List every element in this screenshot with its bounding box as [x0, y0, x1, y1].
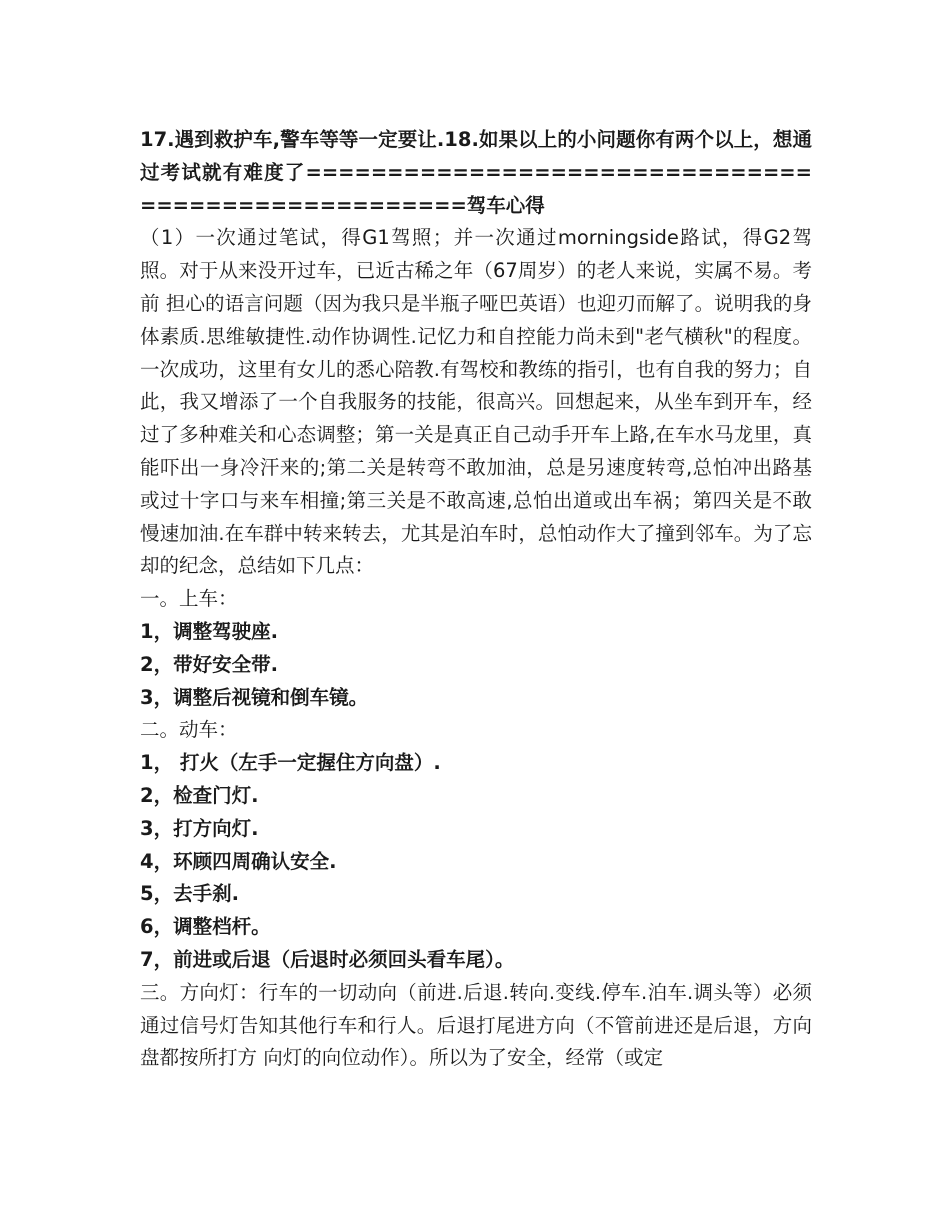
list-item: 7，前进或后退（后退时必须回头看车尾）。	[140, 947, 515, 971]
section-heading-1: 一。上车：	[140, 587, 238, 611]
intro-paragraph: 17.遇到救护车,警车等等一定要让.18.如果以上的小问题你有两个以上，想通过考试就有难度了===================================================驾车心得	[140, 128, 812, 217]
list-item: 1， 打火（左手一定握住方向盘）.	[140, 751, 441, 775]
list-item: 3，打方向灯.	[140, 816, 259, 840]
body-paragraph: （1）一次通过笔试，得G1驾照；并一次通过morningside路试，得G2驾照。对于从来没开过车，已近古稀之年（67周岁）的老人来说，实属不易。考前 担心的语言问题（因为我只是半瓶子哑巴英语）也迎刃而解了。说明我的身体素质.思维敏捷性.动作协调性.记忆力和自控能力尚未到"老气横秋"的程度。一次成功，这里有女儿的悉心陪教.有驾校和教练的指引，也有自我的努力；自此，我又增添了一个自我服务的技能，很高兴。回想起来，从坐车到开车，经过了多种难关和心态调整；第一关是真正自己动手开车上路,在车水马龙里，真能吓出一身冷汗来的;第二关是转弯不敢加油，总是另速度转弯,总怕冲出路基或过十字口与来车相撞;第三关是不敢高速,总怕出道或出车祸；第四关是不敢慢速加油.在车群中转来转去，尤其是泊车时，总怕动作大了撞到邻车。为了忘却的纪念，总结如下几点：	[140, 226, 812, 578]
list-item: 6，调整档杆。	[140, 915, 271, 939]
section-heading-2: 二。动车：	[140, 718, 238, 742]
document-page	[140, 124, 812, 1075]
list-item: 5，去手刹.	[140, 882, 239, 906]
list-item: 2，检查门灯.	[140, 783, 259, 807]
list-item: 1，调整驾驶座.	[140, 619, 278, 643]
list-item: 4，环顾四周确认安全.	[140, 849, 337, 873]
section-3-paragraph: 三。方向灯：行车的一切动向（前进.后退.转向.变线.停车.泊车.调头等）必须通过信号灯告知其他行车和行人。后退打尾进方向（不管前进还是后退，方向盘都按所打方 向灯的向位动作）。所以为了安全，经常（或定	[140, 980, 812, 1070]
list-item: 2，带好安全带.	[140, 652, 278, 676]
list-item: 3，调整后视镜和倒车镜。	[140, 685, 369, 709]
